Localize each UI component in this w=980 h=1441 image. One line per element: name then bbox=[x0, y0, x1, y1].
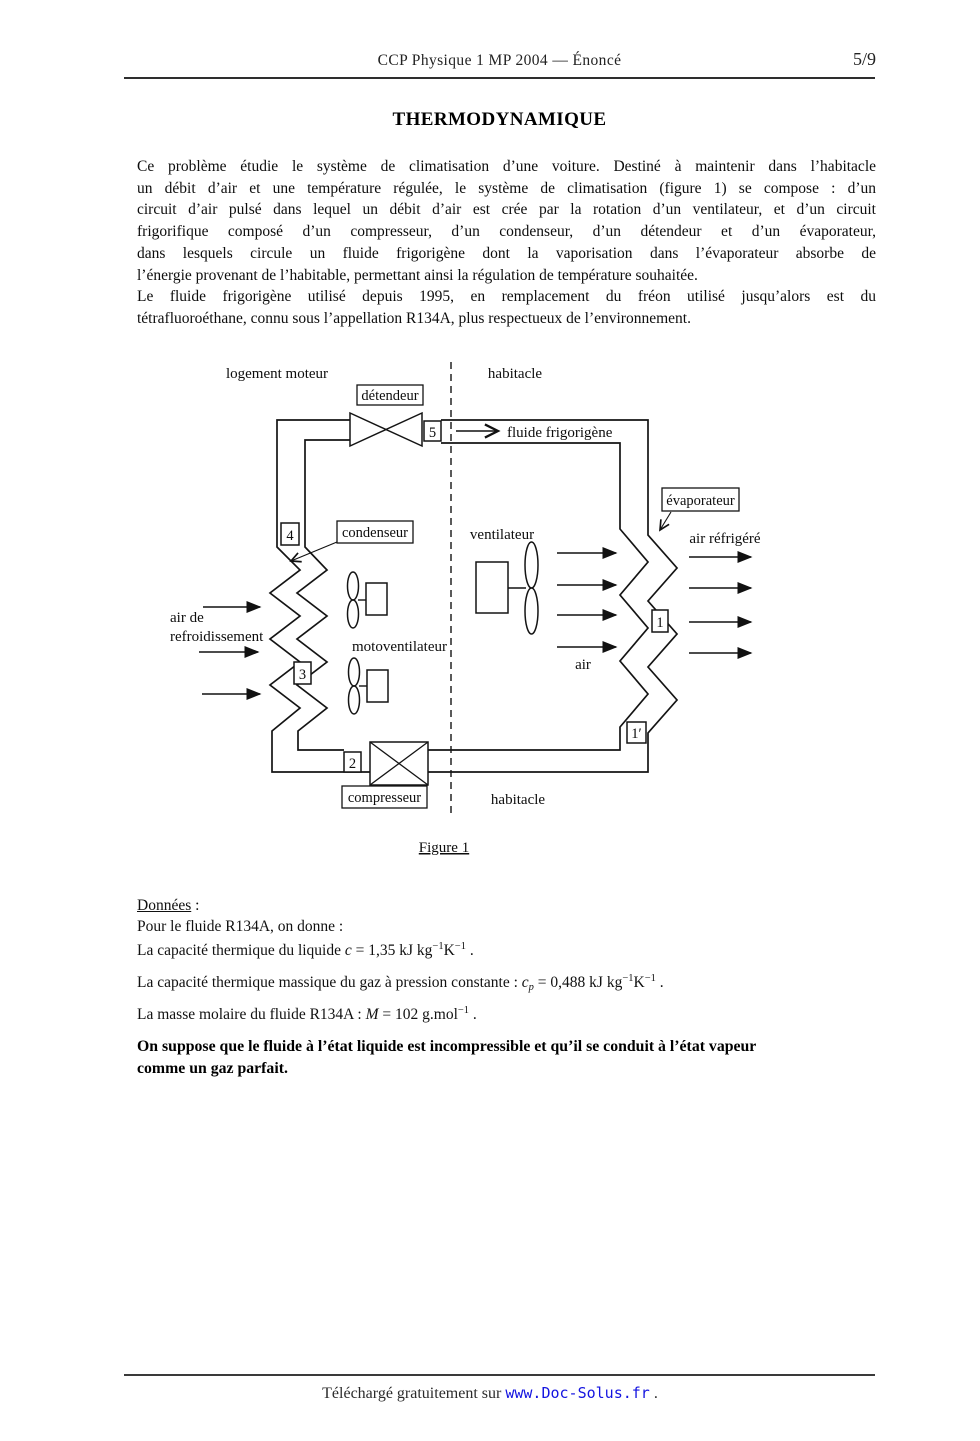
refrigerated-air-arrows bbox=[689, 557, 751, 653]
point-1prime-box bbox=[627, 722, 646, 743]
cooling-air-label-line2: refroidissement bbox=[170, 629, 264, 645]
motor-fan-icon bbox=[349, 658, 389, 714]
svg-text:1′: 1′ bbox=[631, 726, 642, 742]
intro-line: Le fluide frigorigène utilisé depuis 1995, en remplacement du fréon utilisé jusqu’alors est du bbox=[137, 288, 876, 306]
footer-text bbox=[0, 1384, 980, 1403]
point-4-box bbox=[281, 523, 299, 545]
footer-prefix: Téléchargé gratuitement sur bbox=[322, 1385, 506, 1402]
evaporator-pointer-line bbox=[660, 512, 671, 530]
condenser-label bbox=[337, 521, 413, 543]
heat-capacity-gas-line: La capacité thermique massique du gaz à pression constante : $c_p = 0,488$ kJ $kg^{-1}K^{-1}$ . bbox=[137, 973, 664, 993]
donnees-heading bbox=[137, 897, 199, 915]
evaporator-label bbox=[662, 488, 739, 511]
cooling-air-label-line1: air de bbox=[170, 610, 204, 626]
page-title: THERMODYNAMIQUE bbox=[392, 109, 607, 130]
svg-text:évaporateur: évaporateur bbox=[666, 493, 735, 509]
svg-text:5: 5 bbox=[428, 425, 437, 441]
point-3-box bbox=[294, 662, 311, 684]
engine-bay-label: logement moteur bbox=[225, 366, 329, 382]
motor-fan-label: motoventilateur bbox=[352, 639, 447, 655]
cabin-label-top: habitacle bbox=[487, 366, 543, 382]
intro-line: Ce problème étudie le système de climatisation d’une voiture. Destiné à maintenir dans l’habitacle bbox=[137, 158, 876, 175]
svg-text:3: 3 bbox=[298, 667, 307, 683]
intro-paragraph bbox=[137, 156, 876, 330]
donnees-heading-colon: : bbox=[191, 897, 200, 914]
intro-line: circuit d’air pulsé dans lequel un débit d’air est crée par la rotation d’un ventilateur, et d’un circuit bbox=[137, 201, 876, 219]
expansion-valve-label bbox=[357, 385, 423, 405]
donnees-heading-word: Données bbox=[137, 897, 192, 914]
point-5-box bbox=[424, 421, 441, 441]
donnees-intro-line: Pour le fluide R134A, on donne : bbox=[137, 918, 344, 935]
figure-diagram bbox=[150, 352, 860, 870]
header-title: CCP Physique 1 MP 2004 — Énoncé bbox=[377, 52, 622, 69]
svg-text:compresseur: compresseur bbox=[347, 790, 422, 806]
svg-text:détendeur: détendeur bbox=[361, 388, 419, 404]
intro-line: tétrafluoroéthane, connu sous l’appellation R134A, plus respectueux de l’environnement. bbox=[137, 309, 691, 327]
svg-text:1: 1 bbox=[656, 615, 664, 631]
motor-fan-icon bbox=[348, 572, 388, 628]
svg-text:2: 2 bbox=[348, 756, 357, 772]
page-number: 5/9 bbox=[852, 49, 876, 69]
doc-solus-link[interactable]: www.Doc-Solus.fr bbox=[505, 1384, 650, 1402]
refrigerant-flow-label: fluide frigorigène bbox=[507, 425, 613, 441]
assumption-text bbox=[137, 1036, 876, 1079]
heat-capacity-liquid-line: La capacité thermique du liquide c = 1,35 kJ $kg^{-1}K^{-1}$ . bbox=[137, 941, 474, 959]
svg-text:4: 4 bbox=[286, 528, 294, 544]
fan-label: ventilateur bbox=[469, 527, 535, 543]
point-1-box bbox=[652, 610, 668, 632]
assumption-line: comme un gaz parfait. bbox=[137, 1059, 288, 1077]
figure-caption: Figure 1 bbox=[418, 840, 470, 856]
intro-line: un débit d’air et une température régulée, le système de climatisation (figure 1) se compose : d’un bbox=[137, 179, 876, 197]
refrigerant-circuit-outer bbox=[270, 420, 677, 772]
cabin-label-bottom: habitacle bbox=[490, 792, 546, 808]
refrigerated-air-label: air réfrigéré bbox=[689, 531, 761, 547]
compressor-icon bbox=[370, 742, 428, 785]
footer-rule bbox=[124, 1374, 875, 1376]
compressor-label bbox=[342, 786, 427, 808]
point-2-box bbox=[344, 752, 361, 772]
intro-line: l’énergie provenant de l’habitable, permettant ainsi la régulation de température souhaitée. bbox=[137, 266, 698, 284]
footer-suffix: . bbox=[649, 1385, 658, 1402]
svg-text:condenseur: condenseur bbox=[341, 525, 409, 541]
assumption-line: On suppose que le fluide à l’état liquide est incompressible et qu’il se conduit à l’état vapeur bbox=[137, 1038, 757, 1055]
header-rule bbox=[124, 77, 875, 79]
cooling-air-arrows bbox=[199, 607, 260, 694]
intro-line: dans lesquels circule un fluide frigorigène dont la vaporisation dans l’évaporateur absorbe de bbox=[137, 244, 876, 262]
air-label: air bbox=[575, 657, 591, 673]
cabin-air-arrows bbox=[557, 553, 616, 647]
expansion-valve-icon bbox=[350, 413, 422, 446]
molar-mass-line: La masse molaire du fluide R134A : M = 102 g.mol$^{-1}$ . bbox=[137, 1005, 477, 1023]
intro-line: frigorifique composé d’un compresseur, d’un condenseur, d’un détendeur et d’un évaporateur, bbox=[137, 223, 876, 241]
fan-icon bbox=[476, 542, 538, 634]
